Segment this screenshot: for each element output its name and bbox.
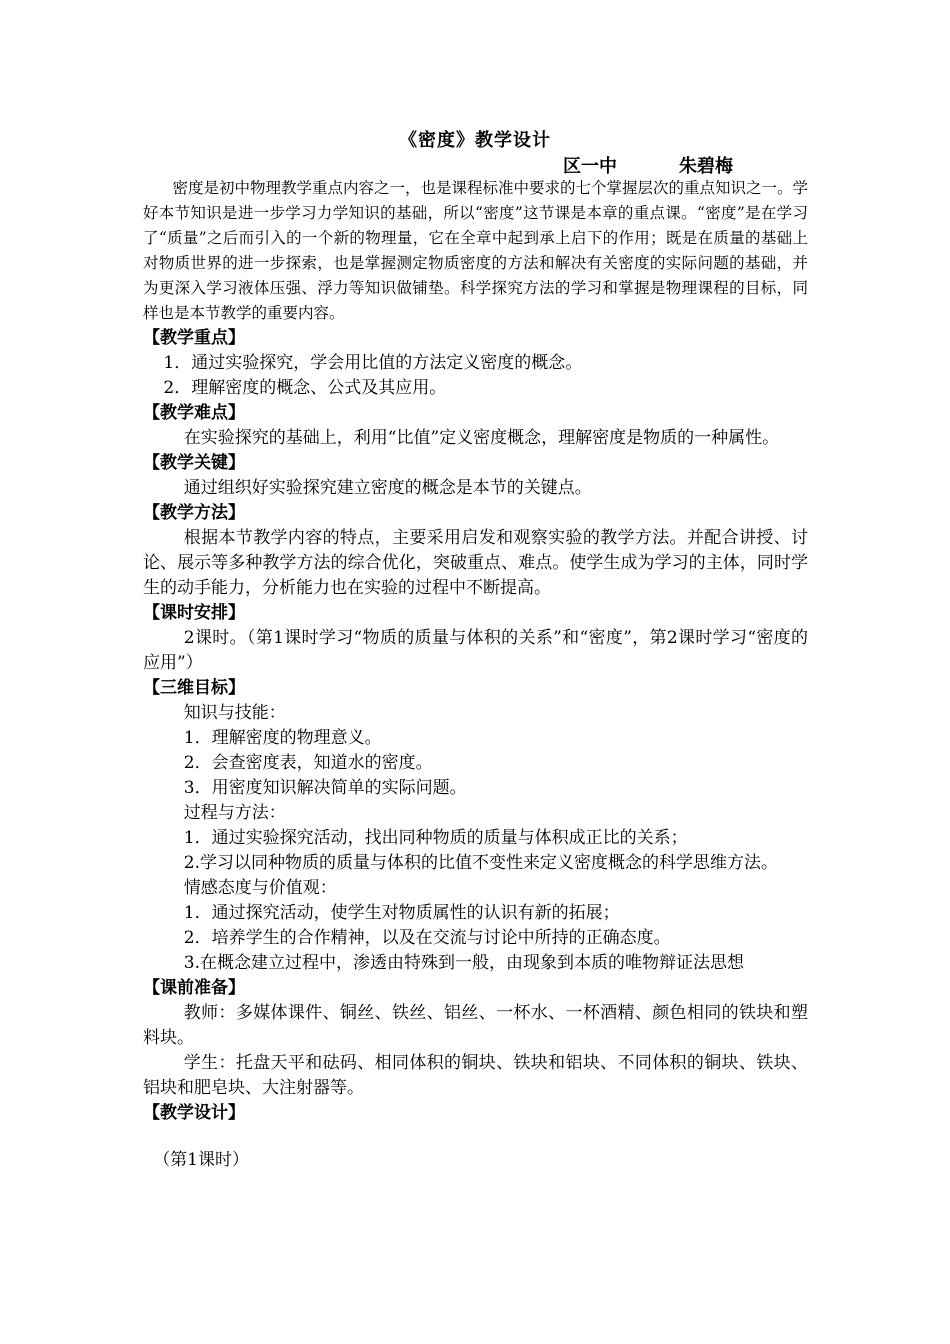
objectives-knowledge-title: 知识与技能：	[183, 703, 286, 723]
objective-item: 3.在概念建立过程中，渗透由特殊到一般，由现象到本质的唯物辩证法思想	[183, 953, 745, 973]
intro-paragraph: 密度是初中物理教学重点内容之一，也是课程标准中要求的七个掌握层次的重点知识之一。学好本节知识是进一步学习力学知识的基础，所以“密度”这节课是本章的重点课。“密度”是在学习了“质量”之后而引入的一个新的物理量，它在全章中起到承上启下的作用；既是在质量的基础上对物质世界的进一步探索，也是掌握测定物质密度的方法和解决有关密度的实际问题的基础，并为更深入学习液体压强、浮力等知识做铺垫。科学探究方法的学习和掌握是物理课程的目标，同样也是本节教学的重要内容。	[143, 179, 808, 322]
author-line	[563, 152, 733, 178]
heading-schedule: 【课时安排】	[143, 603, 245, 623]
key-point-item: 2．理解密度的概念、公式及其应用。	[163, 378, 447, 398]
objective-item: 1．通过探究活动，使学生对物质属性的认识有新的拓展；	[183, 903, 620, 923]
heading-design: 【教学设计】	[143, 1103, 245, 1123]
heading-key: 【教学关键】	[143, 453, 245, 473]
key-text: 通过组织好实验探究建立密度的概念是本节的关键点。	[183, 478, 592, 498]
preparation-teacher: 教师：多媒体课件、铜丝、铁丝、铝丝、一杯水、一杯酒精、颜色相同的铁块和塑料块。	[143, 1003, 808, 1048]
document-body	[143, 176, 808, 1173]
heading-difficulties: 【教学难点】	[143, 403, 245, 423]
lesson-label: （第1课时）	[153, 1150, 250, 1170]
author-school: 区一中	[563, 156, 617, 177]
objectives-process-title: 过程与方法：	[183, 803, 286, 823]
heading-key-points: 【教学重点】	[143, 328, 245, 348]
heading-methods: 【教学方法】	[143, 503, 245, 523]
objective-item: 2．会查密度表，知道水的密度。	[183, 753, 433, 773]
objective-item: 1．通过实验探究活动，找出同种物质的质量与体积成正比的关系；	[183, 828, 688, 848]
objective-item: 3．用密度知识解决简单的实际问题。	[183, 778, 467, 798]
heading-preparation: 【课前准备】	[143, 978, 245, 998]
document-title: 《密度》教学设计	[399, 130, 551, 151]
heading-objectives: 【三维目标】	[143, 678, 245, 698]
author-name: 朱碧梅	[679, 156, 733, 177]
objective-item: 2．培养学生的合作精神，以及在交流与讨论中所持的正确态度。	[183, 928, 671, 948]
objective-item: 2.学习以同种物质的质量与体积的比值不变性来定义密度概念的科学思维方法。	[183, 853, 779, 873]
schedule-text: 2课时。（第1课时学习“物质的质量与体积的关系”和“密度”，第2课时学习“密度的应用”）	[143, 628, 808, 673]
objectives-emotion-title: 情感态度与价值观：	[183, 878, 337, 898]
preparation-student: 学生：托盘天平和砝码、相同体积的铜块、铁块和铝块、不同体积的铜块、铁块、铝块和肥皂块、大注射器等。	[143, 1053, 808, 1098]
key-point-item: 1．通过实验探究，学会用比值的方法定义密度的概念。	[163, 353, 583, 373]
difficulties-text: 在实验探究的基础上，利用“比值”定义密度概念，理解密度是物质的一种属性。	[183, 428, 780, 448]
objective-item: 1．理解密度的物理意义。	[183, 728, 382, 748]
spacer	[143, 1126, 808, 1148]
methods-text: 根据本节教学内容的特点，主要采用启发和观察实验的教学方法。并配合讲授、讨论、展示等多种教学方法的综合优化，突破重点、难点。使学生成为学习的主体，同时学生的动手能力，分析能力也在实验的过程中不断提高。	[143, 528, 808, 598]
